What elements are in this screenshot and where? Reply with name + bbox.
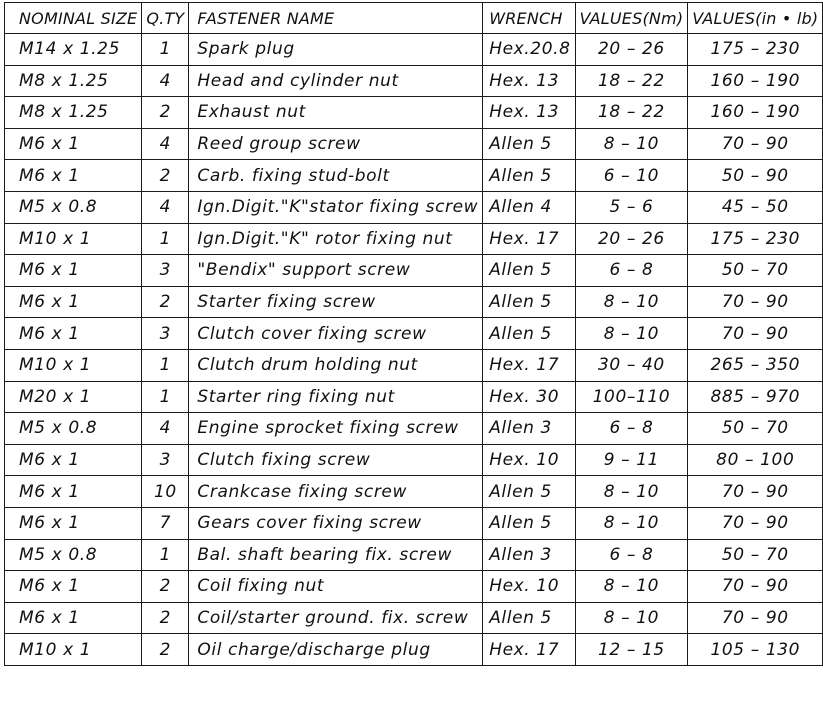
cell-quantity: 10 bbox=[142, 476, 189, 508]
cell-values-inlb: 50 – 90 bbox=[688, 160, 823, 192]
cell-fastener-name: Coil/starter ground. fix. screw bbox=[189, 602, 483, 634]
cell-wrench: Hex. 10 bbox=[483, 444, 575, 476]
cell-wrench: Hex. 13 bbox=[483, 97, 575, 129]
cell-fastener-name: "Bendix" support screw bbox=[189, 255, 483, 287]
cell-fastener-name: Clutch cover fixing screw bbox=[189, 318, 483, 350]
cell-wrench: Allen 5 bbox=[483, 602, 575, 634]
cell-quantity: 2 bbox=[142, 602, 189, 634]
cell-quantity: 4 bbox=[142, 413, 189, 445]
cell-quantity: 1 bbox=[142, 381, 189, 413]
table-row bbox=[5, 413, 823, 445]
cell-wrench: Allen 5 bbox=[483, 286, 575, 318]
header-values-nm: VALUES(Nm) bbox=[575, 3, 688, 34]
cell-fastener-name: Spark plug bbox=[189, 34, 483, 66]
cell-quantity: 1 bbox=[142, 34, 189, 66]
cell-values-inlb: 50 – 70 bbox=[688, 539, 823, 571]
header-row bbox=[5, 3, 823, 34]
cell-wrench: Allen 3 bbox=[483, 539, 575, 571]
cell-values-nm: 8 – 10 bbox=[575, 507, 688, 539]
cell-quantity: 2 bbox=[142, 571, 189, 603]
table-body bbox=[5, 34, 823, 666]
cell-values-inlb: 160 – 190 bbox=[688, 65, 823, 97]
cell-nominal-size: M6 x 1 bbox=[5, 255, 142, 287]
cell-values-inlb: 70 – 90 bbox=[688, 571, 823, 603]
cell-wrench: Hex. 10 bbox=[483, 571, 575, 603]
table-row bbox=[5, 191, 823, 223]
table-row bbox=[5, 602, 823, 634]
cell-values-inlb: 70 – 90 bbox=[688, 318, 823, 350]
cell-nominal-size: M6 x 1 bbox=[5, 476, 142, 508]
header-values-inlb: VALUES(in • lb) bbox=[688, 3, 823, 34]
cell-quantity: 2 bbox=[142, 160, 189, 192]
cell-nominal-size: M5 x 0.8 bbox=[5, 191, 142, 223]
cell-values-nm: 6 – 8 bbox=[575, 255, 688, 287]
cell-wrench: Hex.20.8 bbox=[483, 34, 575, 66]
cell-nominal-size: M14 x 1.25 bbox=[5, 34, 142, 66]
cell-wrench: Allen 5 bbox=[483, 476, 575, 508]
cell-values-nm: 6 – 8 bbox=[575, 413, 688, 445]
table-row bbox=[5, 286, 823, 318]
torque-table bbox=[4, 2, 823, 666]
cell-fastener-name: Gears cover fixing screw bbox=[189, 507, 483, 539]
table-row bbox=[5, 65, 823, 97]
table-row bbox=[5, 255, 823, 287]
cell-wrench: Allen 5 bbox=[483, 255, 575, 287]
table-row bbox=[5, 634, 823, 666]
table-row bbox=[5, 476, 823, 508]
cell-values-inlb: 175 – 230 bbox=[688, 223, 823, 255]
cell-values-nm: 6 – 10 bbox=[575, 160, 688, 192]
table-row bbox=[5, 539, 823, 571]
cell-fastener-name: Reed group screw bbox=[189, 128, 483, 160]
cell-nominal-size: M6 x 1 bbox=[5, 286, 142, 318]
cell-quantity: 4 bbox=[142, 128, 189, 160]
cell-values-nm: 8 – 10 bbox=[575, 286, 688, 318]
header-nominal-size: NOMINAL SIZE bbox=[5, 3, 142, 34]
table-row bbox=[5, 381, 823, 413]
cell-quantity: 3 bbox=[142, 444, 189, 476]
cell-values-nm: 9 – 11 bbox=[575, 444, 688, 476]
cell-quantity: 1 bbox=[142, 539, 189, 571]
cell-wrench: Allen 5 bbox=[483, 160, 575, 192]
cell-fastener-name: Starter ring fixing nut bbox=[189, 381, 483, 413]
cell-wrench: Allen 5 bbox=[483, 128, 575, 160]
table-row bbox=[5, 507, 823, 539]
cell-nominal-size: M6 x 1 bbox=[5, 602, 142, 634]
cell-nominal-size: M6 x 1 bbox=[5, 444, 142, 476]
cell-values-inlb: 45 – 50 bbox=[688, 191, 823, 223]
cell-values-inlb: 160 – 190 bbox=[688, 97, 823, 129]
cell-fastener-name: Clutch fixing screw bbox=[189, 444, 483, 476]
cell-values-inlb: 265 – 350 bbox=[688, 349, 823, 381]
cell-wrench: Hex. 30 bbox=[483, 381, 575, 413]
header-fastener-name: FASTENER NAME bbox=[189, 3, 483, 34]
cell-fastener-name: Bal. shaft bearing fix. screw bbox=[189, 539, 483, 571]
cell-values-nm: 18 – 22 bbox=[575, 97, 688, 129]
cell-nominal-size: M10 x 1 bbox=[5, 223, 142, 255]
cell-fastener-name: Ign.Digit."K"stator fixing screw bbox=[189, 191, 483, 223]
cell-wrench: Hex. 17 bbox=[483, 223, 575, 255]
cell-quantity: 3 bbox=[142, 255, 189, 287]
cell-fastener-name: Ign.Digit."K" rotor fixing nut bbox=[189, 223, 483, 255]
cell-nominal-size: M6 x 1 bbox=[5, 571, 142, 603]
cell-nominal-size: M8 x 1.25 bbox=[5, 97, 142, 129]
cell-values-inlb: 50 – 70 bbox=[688, 413, 823, 445]
cell-quantity: 2 bbox=[142, 97, 189, 129]
cell-nominal-size: M6 x 1 bbox=[5, 160, 142, 192]
cell-nominal-size: M5 x 0.8 bbox=[5, 539, 142, 571]
cell-fastener-name: Exhaust nut bbox=[189, 97, 483, 129]
cell-quantity: 7 bbox=[142, 507, 189, 539]
cell-nominal-size: M6 x 1 bbox=[5, 318, 142, 350]
cell-nominal-size: M5 x 0.8 bbox=[5, 413, 142, 445]
table-row bbox=[5, 97, 823, 129]
cell-values-nm: 8 – 10 bbox=[575, 476, 688, 508]
cell-wrench: Hex. 17 bbox=[483, 349, 575, 381]
cell-values-inlb: 105 – 130 bbox=[688, 634, 823, 666]
cell-wrench: Allen 4 bbox=[483, 191, 575, 223]
cell-values-nm: 12 – 15 bbox=[575, 634, 688, 666]
cell-values-inlb: 70 – 90 bbox=[688, 507, 823, 539]
table-row bbox=[5, 223, 823, 255]
cell-nominal-size: M6 x 1 bbox=[5, 128, 142, 160]
cell-values-inlb: 50 – 70 bbox=[688, 255, 823, 287]
cell-quantity: 2 bbox=[142, 634, 189, 666]
cell-nominal-size: M10 x 1 bbox=[5, 349, 142, 381]
cell-values-inlb: 70 – 90 bbox=[688, 128, 823, 160]
cell-quantity: 1 bbox=[142, 349, 189, 381]
cell-values-nm: 6 – 8 bbox=[575, 539, 688, 571]
cell-fastener-name: Crankcase fixing screw bbox=[189, 476, 483, 508]
cell-wrench: Allen 5 bbox=[483, 507, 575, 539]
header-quantity: Q.TY bbox=[142, 3, 189, 34]
table-row bbox=[5, 160, 823, 192]
cell-values-inlb: 175 – 230 bbox=[688, 34, 823, 66]
table-row bbox=[5, 318, 823, 350]
cell-fastener-name: Engine sprocket fixing screw bbox=[189, 413, 483, 445]
cell-nominal-size: M20 x 1 bbox=[5, 381, 142, 413]
cell-fastener-name: Clutch drum holding nut bbox=[189, 349, 483, 381]
cell-values-nm: 8 – 10 bbox=[575, 571, 688, 603]
cell-fastener-name: Starter fixing screw bbox=[189, 286, 483, 318]
cell-wrench: Allen 3 bbox=[483, 413, 575, 445]
header-wrench: WRENCH bbox=[483, 3, 575, 34]
cell-quantity: 2 bbox=[142, 286, 189, 318]
cell-values-nm: 100–110 bbox=[575, 381, 688, 413]
cell-wrench: Allen 5 bbox=[483, 318, 575, 350]
cell-quantity: 3 bbox=[142, 318, 189, 350]
cell-values-inlb: 70 – 90 bbox=[688, 286, 823, 318]
table-row bbox=[5, 128, 823, 160]
cell-values-nm: 5 – 6 bbox=[575, 191, 688, 223]
table-row bbox=[5, 571, 823, 603]
table-row bbox=[5, 34, 823, 66]
cell-quantity: 4 bbox=[142, 191, 189, 223]
cell-values-nm: 20 – 26 bbox=[575, 34, 688, 66]
cell-fastener-name: Coil fixing nut bbox=[189, 571, 483, 603]
cell-nominal-size: M8 x 1.25 bbox=[5, 65, 142, 97]
cell-values-nm: 30 – 40 bbox=[575, 349, 688, 381]
cell-values-inlb: 885 – 970 bbox=[688, 381, 823, 413]
cell-nominal-size: M10 x 1 bbox=[5, 634, 142, 666]
table-row bbox=[5, 444, 823, 476]
cell-values-nm: 8 – 10 bbox=[575, 318, 688, 350]
cell-values-nm: 8 – 10 bbox=[575, 128, 688, 160]
cell-nominal-size: M6 x 1 bbox=[5, 507, 142, 539]
cell-values-inlb: 80 – 100 bbox=[688, 444, 823, 476]
table-row bbox=[5, 349, 823, 381]
cell-fastener-name: Oil charge/discharge plug bbox=[189, 634, 483, 666]
cell-values-nm: 18 – 22 bbox=[575, 65, 688, 97]
cell-fastener-name: Carb. fixing stud-bolt bbox=[189, 160, 483, 192]
cell-wrench: Hex. 13 bbox=[483, 65, 575, 97]
cell-quantity: 4 bbox=[142, 65, 189, 97]
cell-values-inlb: 70 – 90 bbox=[688, 602, 823, 634]
cell-values-nm: 20 – 26 bbox=[575, 223, 688, 255]
cell-fastener-name: Head and cylinder nut bbox=[189, 65, 483, 97]
cell-values-inlb: 70 – 90 bbox=[688, 476, 823, 508]
cell-wrench: Hex. 17 bbox=[483, 634, 575, 666]
cell-values-nm: 8 – 10 bbox=[575, 602, 688, 634]
cell-quantity: 1 bbox=[142, 223, 189, 255]
